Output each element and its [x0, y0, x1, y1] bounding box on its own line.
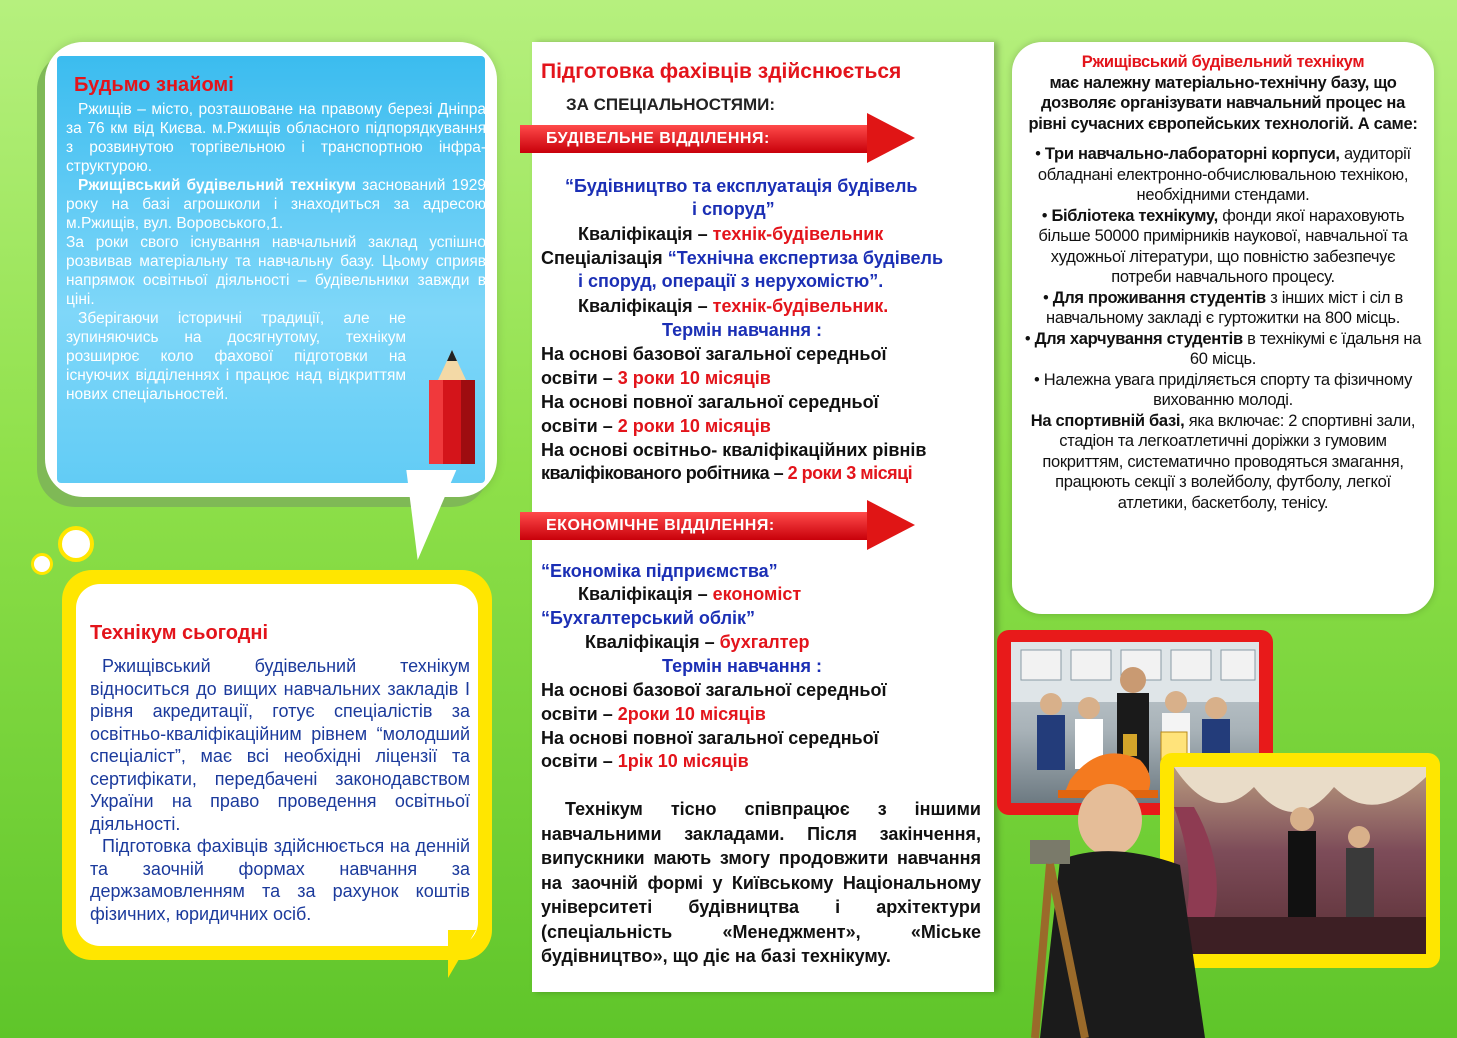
specialties-title: Підготовка фахівців здійснюється [541, 60, 902, 83]
edu5: освіти – [541, 751, 613, 771]
edu2: освіти – [541, 416, 613, 436]
qual3-value: економіст [712, 584, 802, 604]
term5: 1рік 10 місяців [617, 751, 749, 771]
item6-text: яка включає: 2 спортивні зали, стадіон та легкоатлетичні доріжки з гумовим покриттям, систематично проводяться змагання, працюють секції з волейболу, футболу, легкої атлетики, баскетболу, тенісу. [1042, 411, 1416, 512]
bubble-dot [31, 553, 53, 575]
facilities-text: Ржищівський будівельний технікум має належну матеріально-технічну базу, що дозволяє організувати навчальний процес на рівні сучасних європейських технологій. А саме: • Три навчально-лабораторні корпуси, аудиторії обладнані електронно-обчислювальною технікою, необхідними стендами. • Бібліотека технікуму, фонди якої нараховують більше 50000 примірників наукової, навчальної та художньої літератури, що повністю забезпечує потреби навчального процесу. • Для проживання студентів з інших міст і сіл в навчальному закладі є гуртожитки на 800 місць. • Для харчування студентів в технікумі є їдальня на 60 місць. • Належна увага приділяється спорту та фізичному вихованню молоді. На спортивній базі, яка включає: 2 спортивні зали, стадіон та легкоатлетичні доріжки з гумовим покриттям, систематично проводяться змагання, працюють секції з волейболу, футболу, легкої атлетики, баскетболу, тенісу. [1022, 52, 1424, 513]
term1: 3 роки 10 місяців [617, 368, 771, 388]
item4-text: в технікумі є їдальня на 60 місць. [1189, 329, 1422, 368]
item3-text: з інших міст і сіл в навчальному закладі є гуртожитки на 800 місць. [1046, 288, 1403, 327]
basis3-line2: кваліфікованого робітника – [541, 463, 784, 483]
basis5: На основі повної загальної середньої [541, 728, 879, 748]
term-label-2: Термін навчання : [662, 656, 823, 676]
bubble-tail [448, 930, 476, 978]
intro-p4: Зберігаючи історичні традиції, але не зупиняючись на досягнутому, технікум розширює коло фахової підготовки на існуючих відділеннях і працює над відкриттям нових спеціальностей. [66, 310, 406, 403]
term4: 2роки 10 місяців [617, 704, 766, 724]
spec3: “Економіка підприємства” [541, 561, 778, 581]
intro-p1: Ржищів – місто, розташоване на правому березі Дніпра за 76 км від Києва. м.Ржищів обласного підпорядкування з розвинутою торгівельною і транспортною інфра-структурою. [66, 101, 486, 175]
item5-text: Належна увага приділяється спорту та фізичному вихованню молоді. [1043, 370, 1413, 409]
specialties-subtitle: ЗА СПЕЦІАЛЬНОСТЯМИ: [566, 95, 776, 114]
bubble-dot [58, 526, 94, 562]
qual2-label: Кваліфікація – [578, 296, 708, 316]
term3: 2 роки 3 місяці [787, 463, 913, 483]
edu4: освіти – [541, 704, 613, 724]
qual4-label: Кваліфікація – [585, 632, 715, 652]
intro-bold: Ржищівський будівельний технікум [78, 177, 357, 194]
qual1-label: Кваліфікація – [578, 224, 708, 244]
spec2-line2: і споруд, операції з нерухомістю”. [578, 271, 884, 291]
today-p1: Ржищівський будівельний технікум відноситься до вищих навчальних закладів І рівня акредитації, готує спеціалістів за освітньо-кваліфікаційним рівнем “молодший спеціаліст”, має всі необхідні ліцензії та сертифікати, передбачені законодавством України на право проведення освітньої діяльності. [90, 656, 470, 834]
qual3-label: Кваліфікація – [578, 584, 708, 604]
dept-construction-arrow [520, 113, 915, 163]
item3-bold: Для проживання студентів [1052, 288, 1266, 307]
dept-economic-arrow [520, 500, 915, 550]
intro-p2: заснований 1929 року на базі агрошколи і знаходиться за адресою м.Ржищів, вул. Воровського,1. [66, 177, 486, 232]
facilities-intro: має належну матеріально-технічну базу, що дозволяє організувати навчальний процес на рівні сучасних європейських технологій. А саме: [1028, 73, 1418, 133]
qual2-value: технік-будівельник. [712, 296, 889, 316]
cooperation-text: Технікум тісно співпрацює з іншими навчальними закладами. Після закінчення, випускники мають змогу продовжити навчання на заочній формі у Київському Національному університеті будівництва і архітектури (спеціальність «Менеджмент», «Міське будівництво», що діє на базі технікуму. [541, 799, 981, 966]
intro-title: Будьмо знайомі [74, 74, 234, 96]
today-p2: Підготовка фахівців здійснюється на денній та заочній формах навчання за держзамовленням та за рахунок коштів фізичних, юридичних осіб. [90, 836, 470, 924]
spec1-line2: і споруд” [692, 199, 775, 219]
intro-p3: За роки свого існування навчальний заклад успішно розвивав матеріальну та навчальну базу. Цьому сприяв напрямок освітньої діяльності – будівельники завжди в ціні. [66, 234, 486, 308]
facilities-title: Ржищівський будівельний технікум [1081, 53, 1365, 71]
item2-text: фонди якої нараховують більше 50000 примірників наукової, навчальної та художньої літератури, що повністю забезпечує потреби навчального процесу. [1038, 206, 1408, 286]
spec4: “Бухгалтерський облік” [541, 608, 756, 628]
dept-construction-label: БУДІВЕЛЬНЕ ВІДДІЛЕННЯ: [546, 130, 770, 147]
basis4: На основі базової загальної середньої [541, 680, 887, 700]
today-title: Технікум сьогодні [90, 622, 269, 644]
basis2: На основі повної загальної середньої [541, 392, 879, 412]
item1-text: аудиторії обладнані електронно-обчислювальною технікою, необхідними стендами. [1037, 145, 1411, 204]
student-with-level-photo [1030, 740, 1205, 1038]
term-label-1: Термін навчання : [662, 320, 823, 340]
item4-bold: Для харчування студентів [1034, 329, 1243, 348]
spec2-line1: “Технічна експертиза будівель [667, 248, 944, 268]
pencil-icon [421, 350, 483, 468]
basis1: На основі базової загальної середньої [541, 344, 887, 364]
edu1: освіти – [541, 368, 613, 388]
basis3: На основі освітньо- кваліфікаційних рівнів [541, 440, 927, 460]
qual4-value: бухгалтер [719, 632, 810, 652]
term2: 2 роки 10 місяців [617, 416, 771, 436]
spec1-line1: “Будівництво та експлуатація будівель [565, 176, 918, 196]
dept-economic-label: ЕКОНОМІЧНЕ ВІДДІЛЕННЯ: [546, 517, 775, 534]
item1-bold: Три навчально-лабораторні корпуси, [1044, 145, 1340, 163]
qual1-value: технік-будівельник [712, 224, 884, 244]
today-text [90, 655, 470, 925]
spec2-label: Спеціалізація [541, 248, 663, 268]
item2-bold: Бібліотека технікуму, [1051, 206, 1218, 225]
item6-bold: На спортивній базі, [1030, 411, 1185, 430]
